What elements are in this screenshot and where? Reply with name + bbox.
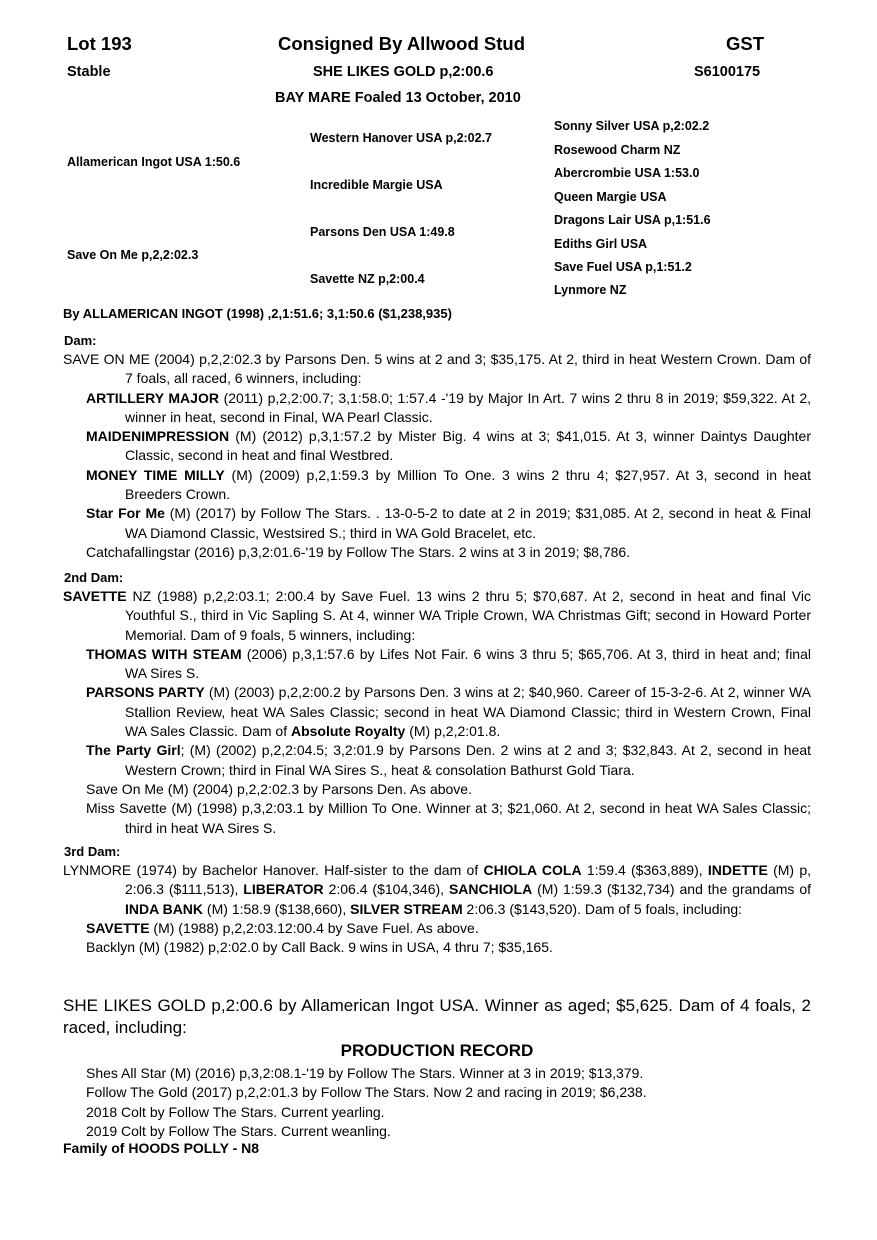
third-dam-entry: SAVETTE (M) (1988) p,2,2:03.12:00.4 by Save Fuel. As above. <box>86 919 479 936</box>
second-dam-main: SAVETTE NZ (1988) p,2,2:03.1; 2:00.4 by Save Fuel. 13 wins 2 thru 5; $70,687. At 2, second in heat and final Vic Youthful S., third in Vic Sapling S. At 4, winner WA Triple Crown, WA Christmas Gift; second in Howard Porter Memorial. Dam of 9 foals, 5 winners, including: <box>63 588 811 643</box>
dam-main: SAVE ON ME (2004) p,2,2:02.3 by Parsons Den. 5 wins at 2 and 3; $35,175. At 2, third in heat Western Crown. Dam of 7 foals, all raced, 6 winners, including: <box>63 351 811 387</box>
horse-id: S6100175 <box>694 64 761 80</box>
sire-line: By ALLAMERICAN INGOT (1998) ,2,1:51.6; 3,1:50.6 ($1,238,935) <box>63 306 452 321</box>
pedigree-gen3: Ediths Girl USA <box>554 237 648 251</box>
location: Stable <box>67 64 111 80</box>
dam-entry: Catchafallingstar (2016) p,3,2:01.6-'19 by Follow The Stars. 2 wins at 3 in 2019; $8,786. <box>86 543 631 560</box>
pedigree-gen3: Dragons Lair USA p,1:51.6 <box>554 213 711 227</box>
third-dam-main: LYNMORE (1974) by Bachelor Hanover. Half-sister to the dam of CHIOLA COLA 1:59.4 ($363,889), INDETTE (M) p, 2:06.3 ($111,513), LIBERATOR 2:06.4 ($104,346), SANCHIOLA (M) 1:59.3 ($132,734) and the grandams of INDA BANK (M) 1:58.9 ($138,660), SILVER STREAM 2:06.3 ($143,520). Dam of 5 foals, including: <box>63 862 812 917</box>
pedigree-sire-sire: Western Hanover USA p,2:02.7 <box>310 131 493 145</box>
pedigree-dam-dam: Savette NZ p,2:00.4 <box>310 272 425 286</box>
consignor: Consigned By Allwood Stud <box>278 33 525 54</box>
second-dam-entry: Miss Savette (M) (1998) p,3,2:03.1 by Million To One. Winner at 3; $21,060. At 2, second in heat WA Sales Classic; third in heat WA Sires S. <box>86 800 811 836</box>
dam-entry: MONEY TIME MILLY (M) (2009) p,2,1:59.3 by Million To One. 3 wins 2 thru 4; $27,957. At 3, second in heat Breeders Crown. <box>86 466 812 503</box>
third-dam-section <box>63 861 811 957</box>
dam-section <box>63 350 811 562</box>
horse-description: BAY MARE Foaled 13 October, 2010 <box>275 90 521 106</box>
production-record-title: PRODUCTION RECORD <box>340 1041 534 1060</box>
pedigree-dam: Save On Me p,2,2:02.3 <box>67 248 199 262</box>
production-item: Follow The Gold (2017) p,2,2:01.3 by Follow The Stars. Now 2 and racing in 2019; $6,238. <box>86 1084 647 1101</box>
production-item: 2019 Colt by Follow The Stars. Current weanling. <box>86 1122 391 1139</box>
production-item: Shes All Star (M) (2016) p,3,2:08.1-'19 by Follow The Stars. Winner at 3 in 2019; $13,379. <box>86 1065 644 1081</box>
second-dam-entry: THOMAS WITH STEAM (2006) p,3,1:57.6 by Lifes Not Fair. 6 wins 3 thru 5; $65,706. At 3, third in heat and; final WA Sires S. <box>86 645 811 682</box>
second-dam-entry: PARSONS PARTY (M) (2003) p,2,2:00.2 by Parsons Den. 3 wins at 2; $40,960. Career of 15-3-2-6. At 2, winner WA Stallion Review, heat WA Sales Classic; second in heat WA Diamond Classic; third in Western Crown, Final WA Sales Classic. Dam of Absolute Royalty (M) p,2,2:01.8. <box>86 684 812 740</box>
second-dam-entry: The Party Girl; (M) (2002) p,2,2:04.5; 3,2:01.9 by Parsons Den. 2 wins at 2 and 3; $32,843. At 2, second in heat Western Crown; third in Final WA Sires S., heat & consolation Bathurst Gold Tiara. <box>86 742 811 778</box>
third-dam-heading: 3rd Dam: <box>64 844 121 859</box>
pedigree-gen3: Queen Margie USA <box>554 190 667 204</box>
pedigree-gen3: Save Fuel USA p,1:51.2 <box>554 260 692 274</box>
horse-name: SHE LIKES GOLD p,2:00.6 <box>313 64 494 80</box>
pedigree-gen3: Lynmore NZ <box>554 283 627 297</box>
dam-entry: ARTILLERY MAJOR (2011) p,2,2:00.7; 3,1:58.0; 1:57.4 -'19 by Major In Art. 7 wins 2 thru 8 in 2019; $59,322. At 2, winner in heat, second in Final, WA Pearl Classic. <box>86 389 811 425</box>
second-dam-heading: 2nd Dam: <box>64 570 124 585</box>
pedigree-gen3: Sonny Silver USA p,2:02.2 <box>554 119 710 133</box>
pedigree-sire: Allamerican Ingot USA 1:50.6 <box>67 155 241 169</box>
sale-code: GST <box>726 33 765 54</box>
dam-heading: Dam: <box>64 333 97 348</box>
family-line: Family of HOODS POLLY - N8 <box>63 1140 260 1156</box>
pedigree-gen3: Abercrombie USA 1:53.0 <box>554 166 700 180</box>
dam-entry: MAIDENIMPRESSION (M) (2012) p,3,1:57.2 by Mister Big. 4 wins at 3; $41,015. At 3, winner Daintys Daughter Classic, second in heat and final Westbred. <box>86 428 811 464</box>
lot-number: Lot 193 <box>67 33 132 54</box>
horse-summary: SHE LIKES GOLD p,2:00.6 by Allamerican Ingot USA. Winner as aged; $5,625. Dam of 4 foals, 2 raced, including: <box>63 996 811 1037</box>
third-dam-entry: Backlyn (M) (1982) p,2:02.0 by Call Back. 9 wins in USA, 4 thru 7; $35,165. <box>86 939 553 956</box>
pedigree-sire-dam: Incredible Margie USA <box>310 178 443 192</box>
production-record-list <box>86 1064 647 1141</box>
second-dam-entry: Save On Me (M) (2004) p,2,2:02.3 by Parsons Den. As above. <box>86 780 472 797</box>
second-dam-section <box>63 587 811 838</box>
dam-entry: Star For Me (M) (2017) by Follow The Stars. . 13-0-5-2 to date at 2 in 2019; $31,085. At 2, second in heat & Final WA Diamond Classic, Westsired S.; third in WA Gold Bracelet, etc. <box>86 505 812 541</box>
production-item: 2018 Colt by Follow The Stars. Current yearling. <box>86 1103 385 1120</box>
pedigree-gen3: Rosewood Charm NZ <box>554 143 681 157</box>
pedigree-dam-sire: Parsons Den USA 1:49.8 <box>310 225 455 239</box>
